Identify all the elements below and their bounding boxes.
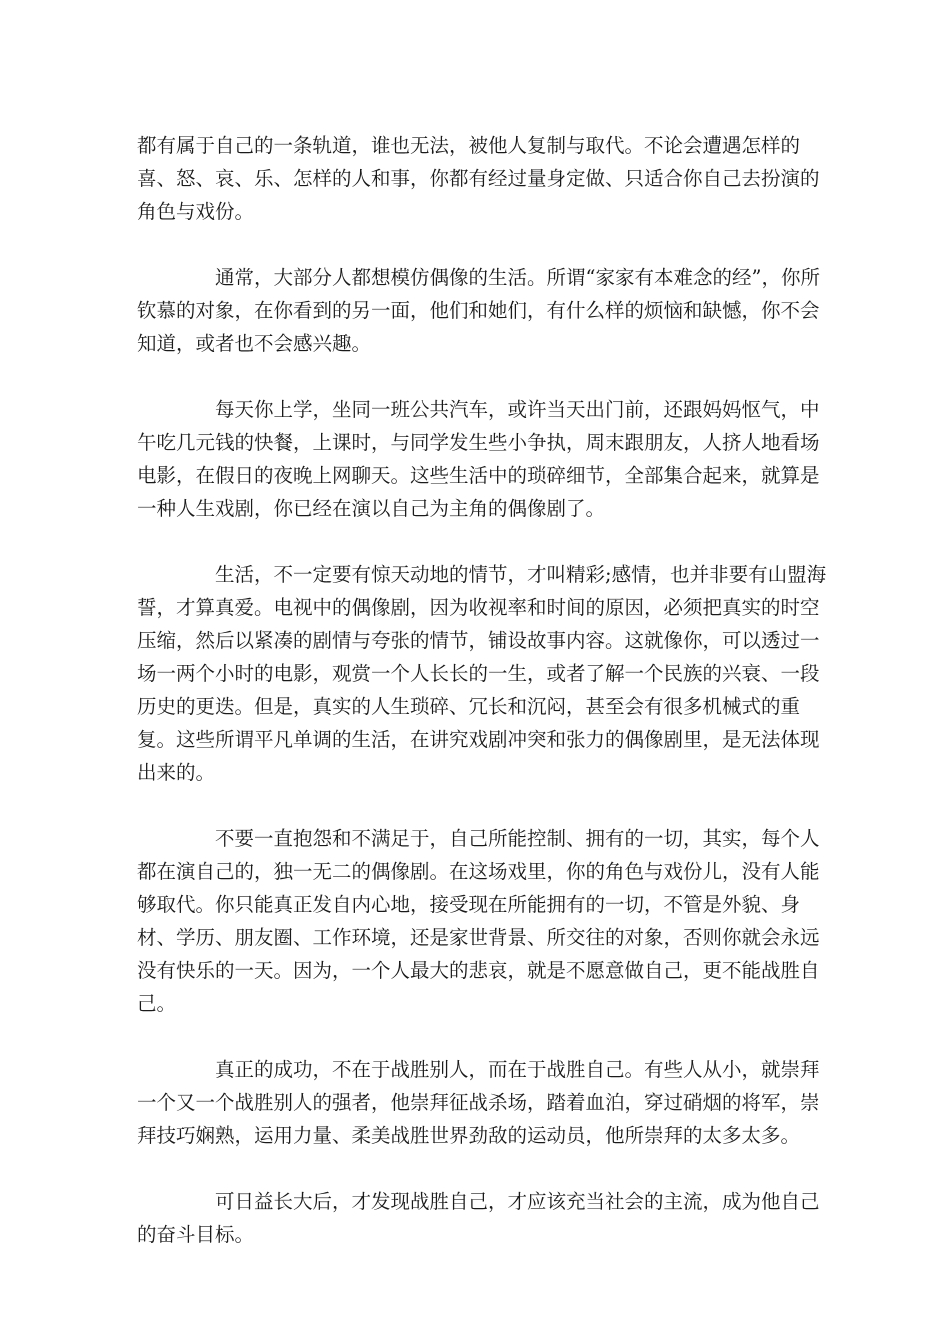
paragraph-4: 生活，不一定要有惊天动地的情节，才叫精彩;感情，也并非要有山盟海誓，才算真爱。电视中的偶像剧，因为收视率和时间的原因，必须把真实的时空压缩，然后以紧凑的剧情与夸张的情节，铺设故事内容。这就像你，可以透过一场一两个小时的电影，观赏一个人长长的一生，或者了解一个民族的兴衰、一段历史的更迭。但是，真实的人生琐碎、冗长和沉闷，甚至会有很多机械式的重复。这些所谓平凡单调的生活，在讲究戏剧冲突和张力的偶像剧里，是无法体现出来的。 [137, 563, 827, 784]
paragraph-3: 每天你上学，坐同一班公共汽车，或许当天出门前，还跟妈妈怄气，中午吃几元钱的快餐，上课时，与同学发生些小争执，周末跟朋友，人挤人地看场电影，在假日的夜晚上网聊天。这些生活中的琐碎细节，全部集合起来，就算是一种人生戏剧，你已经在演以自己为主角的偶像剧了。 [137, 398, 820, 520]
paragraph-gap [137, 789, 827, 822]
paragraph-gap [137, 525, 827, 558]
paragraph-7: 可日益长大后，才发现战胜自己，才应该充当社会的主流，成为他自己的奋斗目标。 [137, 1190, 820, 1246]
paragraph-5: 不要一直抱怨和不满足于，自己所能控制、拥有的一切，其实，每个人都在演自己的，独一无二的偶像剧。在这场戏里，你的角色与戏份儿，没有人能够取代。你只能真正发自内心地，接受现在所能拥有的一切，不管是外貌、身材、学历、朋友圈、工作环境，还是家世背景、所交往的对象，否则你就会永远没有快乐的一天。因为，一个人最大的悲哀，就是不愿意做自己，更不能战胜自己。 [137, 827, 820, 1015]
paragraph-gap [137, 228, 827, 261]
document-body [137, 129, 827, 1251]
paragraph-gap [137, 360, 827, 393]
paragraph-gap [137, 1152, 827, 1185]
paragraph-2: 通常，大部分人都想模仿偶像的生活。所谓“家家有本难念的经”，你所钦慕的对象，在你看到的另一面，他们和她们，有什么样的烦恼和缺憾，你不会知道，或者也不会感兴趣。 [137, 266, 820, 355]
paragraph-1: 都有属于自己的一条轨道，谁也无法，被他人复制与取代。不论会遭遇怎样的喜、怒、哀、乐、怎样的人和事，你都有经过量身定做、只适合你自己去扮演的角色与戏份。 [137, 134, 820, 223]
paragraph-gap [137, 1020, 827, 1053]
paragraph-6: 真正的成功，不在于战胜别人，而在于战胜自己。有些人从小，就崇拜一个又一个战胜别人的强者，他崇拜征战杀场，踏着血泊，穿过硝烟的将军，崇拜技巧娴熟，运用力量、柔美战胜世界劲敌的运动员，他所崇拜的太多太多。 [137, 1058, 820, 1147]
